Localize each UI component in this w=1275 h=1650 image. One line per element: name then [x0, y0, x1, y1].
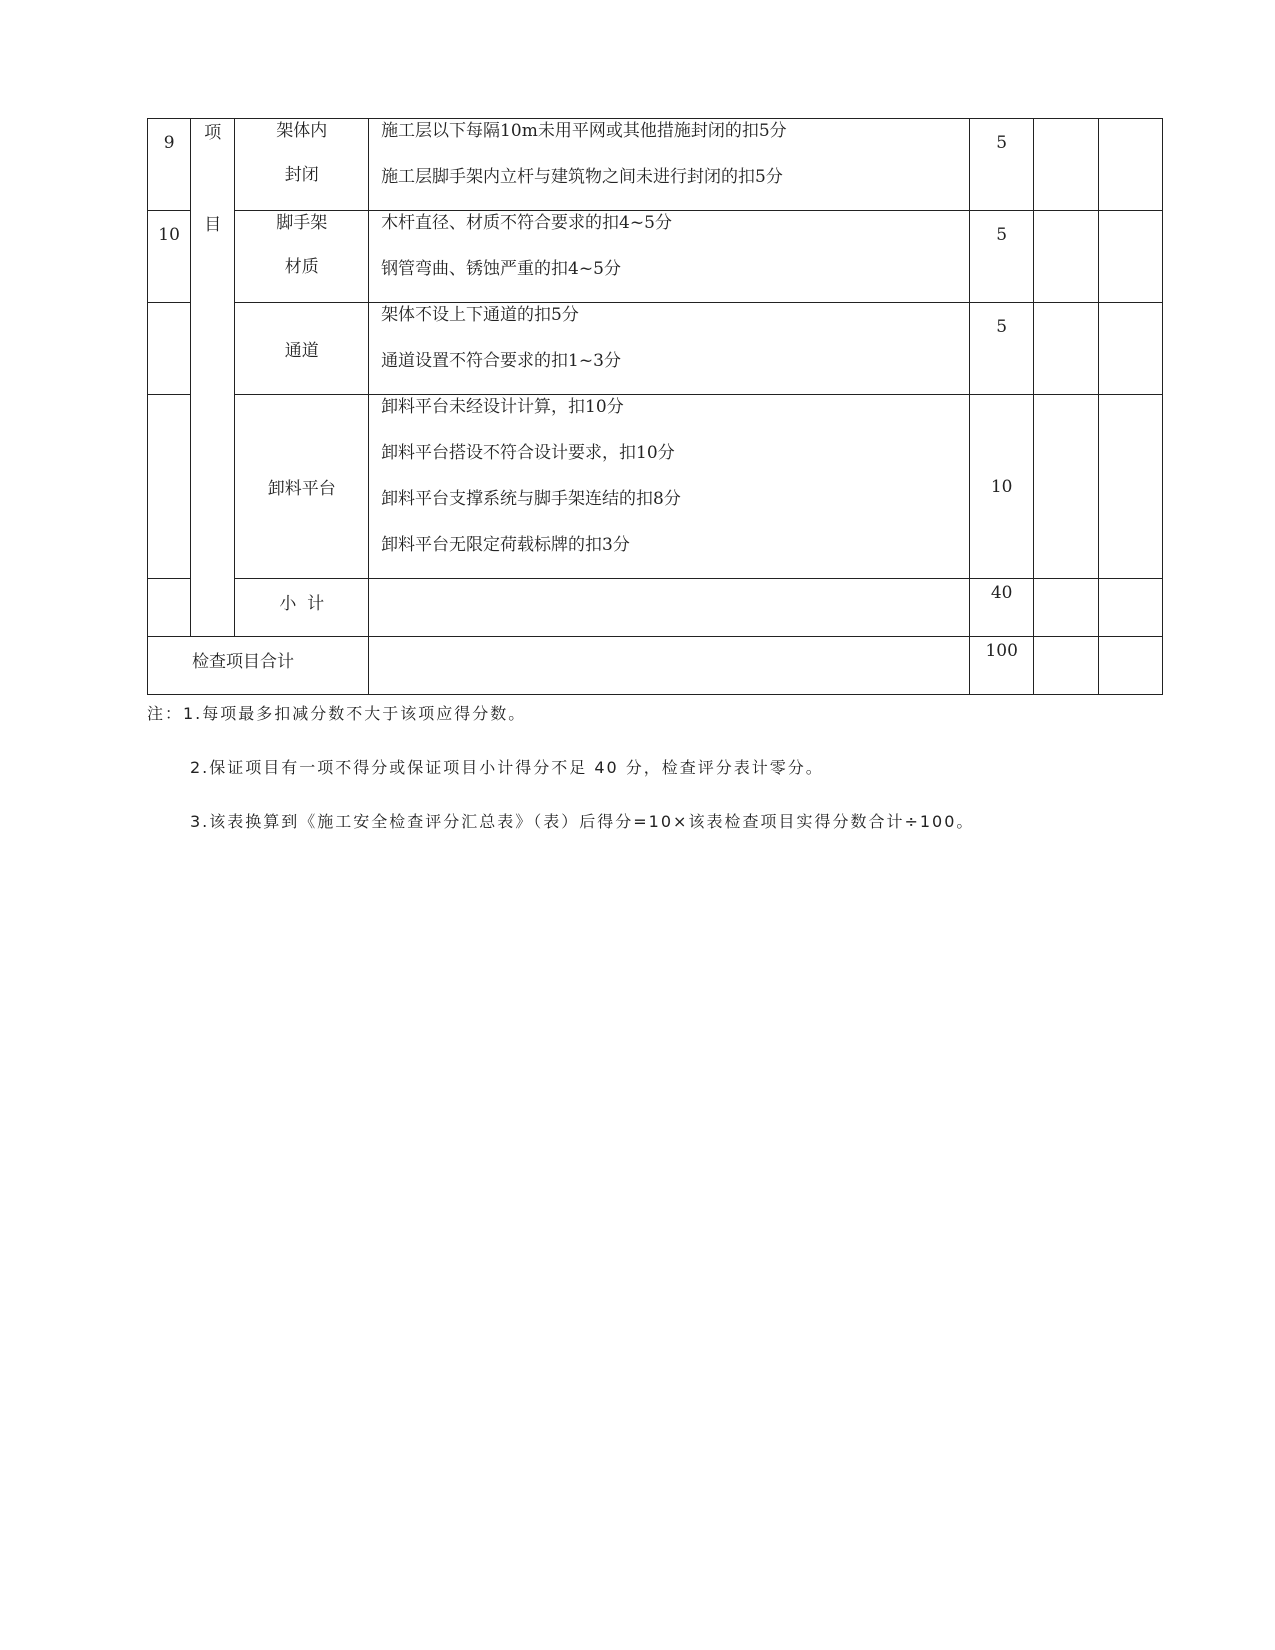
points-cell: 5 — [970, 303, 1034, 395]
deducted-cell — [1034, 119, 1098, 211]
actual-score-cell — [1098, 211, 1162, 303]
deduction-cell — [369, 395, 970, 579]
deducted-cell — [1034, 303, 1098, 395]
deduction-line: 卸料平台未经设计计算，扣10分 — [381, 397, 624, 417]
category-cell — [191, 119, 235, 637]
deduction-cell — [369, 211, 970, 303]
subtotal-label: 小 计 — [235, 579, 369, 637]
deduction-line: 施工层脚手架内立杆与建筑物之间未进行封闭的扣5分 — [381, 167, 783, 187]
deduction-cell — [369, 637, 970, 695]
table-row — [148, 211, 1163, 303]
actual-score-cell — [1098, 579, 1162, 637]
row-number — [148, 395, 191, 579]
deduction-line: 卸料平台搭设不符合设计要求，扣10分 — [381, 443, 675, 463]
table-row — [148, 395, 1163, 579]
item-label: 封闭 — [284, 165, 319, 185]
actual-score-cell — [1098, 119, 1162, 211]
actual-score-cell — [1098, 637, 1162, 695]
item-cell: 通道 — [235, 303, 369, 395]
subtotal-points: 40 — [970, 579, 1034, 637]
deducted-cell — [1034, 211, 1098, 303]
item-label: 材质 — [284, 257, 319, 277]
deduction-cell — [369, 119, 970, 211]
deduction-line: 钢管弯曲、锈蚀严重的扣4~5分 — [381, 259, 621, 279]
points-cell: 5 — [970, 211, 1034, 303]
notes-section — [147, 700, 1147, 862]
deduction-cell — [369, 303, 970, 395]
deduction-line: 通道设置不符合要求的扣1~3分 — [381, 351, 621, 371]
total-points: 100 — [970, 637, 1034, 695]
table-row — [148, 119, 1163, 211]
actual-score-cell — [1098, 303, 1162, 395]
category-char: 项 — [204, 123, 222, 143]
row-number — [148, 579, 191, 637]
row-number — [148, 303, 191, 395]
deducted-cell — [1034, 395, 1098, 579]
deducted-cell — [1034, 637, 1098, 695]
deduction-line: 卸料平台支撑系统与脚手架连结的扣8分 — [381, 489, 681, 509]
total-label: 检查项目合计 — [148, 637, 369, 695]
points-cell: 10 — [970, 395, 1034, 579]
total-row — [148, 637, 1163, 695]
deducted-cell — [1034, 579, 1098, 637]
row-number: 9 — [148, 119, 191, 211]
category-char: 目 — [204, 215, 222, 235]
actual-score-cell — [1098, 395, 1162, 579]
item-cell — [235, 119, 369, 211]
note-line: 3.该表换算到《施工安全检查评分汇总表》（表）后得分=10×该表检查项目实得分数合计÷100。 — [190, 812, 975, 831]
item-cell: 卸料平台 — [235, 395, 369, 579]
item-label: 脚手架 — [276, 213, 328, 233]
deduction-cell — [369, 579, 970, 637]
note-line: 2.保证项目有一项不得分或保证项目小计得分不足 40 分，检查评分表计零分。 — [190, 758, 824, 777]
deduction-line: 卸料平台无限定荷载标牌的扣3分 — [381, 535, 630, 555]
item-cell — [235, 211, 369, 303]
table-row — [148, 303, 1163, 395]
note-line: 注：1.每项最多扣减分数不大于该项应得分数。 — [147, 704, 527, 723]
row-number: 10 — [148, 211, 191, 303]
deduction-line: 木杆直径、材质不符合要求的扣4~5分 — [381, 213, 672, 233]
deduction-line: 架体不设上下通道的扣5分 — [381, 305, 579, 325]
deduction-line: 施工层以下每隔10m未用平网或其他措施封闭的扣5分 — [381, 121, 787, 141]
subtotal-row — [148, 579, 1163, 637]
points-cell: 5 — [970, 119, 1034, 211]
item-label: 架体内 — [276, 121, 328, 141]
inspection-score-table — [147, 118, 1163, 695]
